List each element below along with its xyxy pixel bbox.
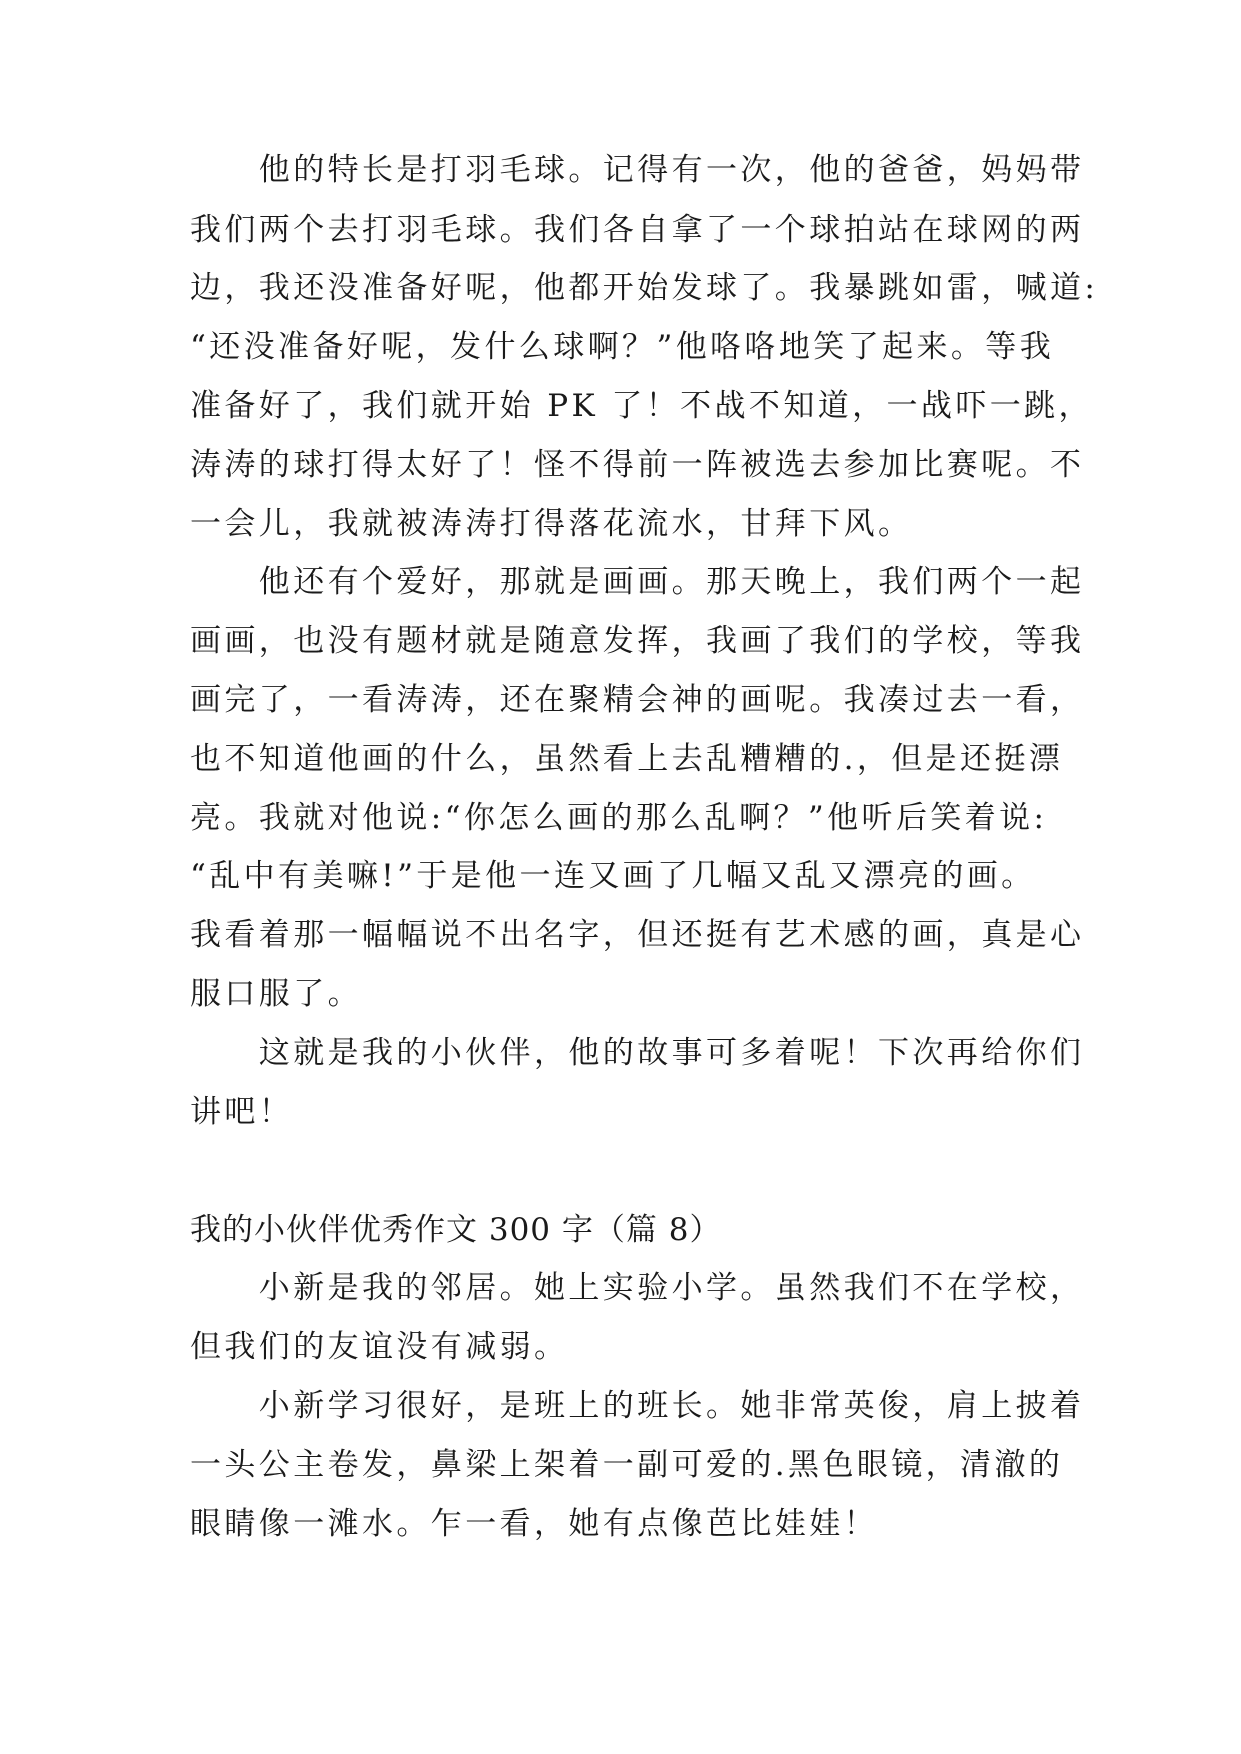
paragraph-line: 画完了，一看涛涛，还在聚精会神的画呢。我凑过去一看，: [190, 682, 1085, 718]
paragraph-line: 服口服了。: [190, 976, 362, 1012]
paragraph-line: 我看着那一幅幅说不出名字，但还挺有艺术感的画，真是心: [190, 917, 1085, 953]
paragraph-line: 我们两个去打羽毛球。我们各自拿了一个球拍站在球网的两: [190, 212, 1085, 248]
paragraph-line: 边，我还没准备好呢，他都开始发球了。我暴跳如雷，喊道:: [190, 270, 1099, 306]
paragraph-line: 他的特长是打羽毛球。记得有一次，他的爸爸，妈妈带: [190, 152, 1085, 188]
paragraph-line: 讲吧！: [190, 1094, 294, 1130]
paragraph-line: 一会儿，我就被涛涛打得落花流水，甘拜下风。: [190, 506, 913, 542]
paragraph-line: 也不知道他画的什么，虽然看上去乱糟糟的.，但是还挺漂: [190, 741, 1064, 777]
paragraph-line: 这就是我的小伙伴，他的故事可多着呢！下次再给你们: [190, 1035, 1085, 1071]
paragraph-line: 小新是我的邻居。她上实验小学。虽然我们不在学校，: [190, 1270, 1085, 1306]
paragraph-line: 涛涛的球打得太好了！怪不得前一阵被选去参加比赛呢。不: [190, 447, 1085, 483]
paragraph-line: 但我们的友谊没有减弱。: [190, 1329, 569, 1365]
paragraph-line: 一头公主卷发，鼻梁上架着一副可爱的.黑色眼镜，清澈的: [190, 1447, 1064, 1483]
paragraph-line: 他还有个爱好，那就是画画。那天晚上，我们两个一起: [190, 564, 1085, 600]
paragraph-line: “乱中有美嘛!”于是他一连又画了几幅又乱又漂亮的画。: [190, 858, 1036, 894]
paragraph-line: 亮。我就对他说:“你怎么画的那么乱啊？”他听后笑着说:: [190, 800, 1048, 836]
paragraph-line: 准备好了，我们就开始 PK 了！不战不知道，一战吓一跳，: [190, 388, 1093, 424]
paragraph-line: “还没准备好呢，发什么球啊？”他咯咯地笑了起来。等我: [190, 329, 1055, 365]
section-heading: 我的小伙伴优秀作文 300 字（篇 8）: [190, 1212, 722, 1248]
paragraph-line: 画画，也没有题材就是随意发挥，我画了我们的学校，等我: [190, 623, 1085, 659]
paragraph-line: 小新学习很好，是班上的班长。她非常英俊，肩上披着: [190, 1388, 1085, 1424]
paragraph-line: 眼睛像一滩水。乍一看，她有点像芭比娃娃！: [190, 1506, 878, 1542]
